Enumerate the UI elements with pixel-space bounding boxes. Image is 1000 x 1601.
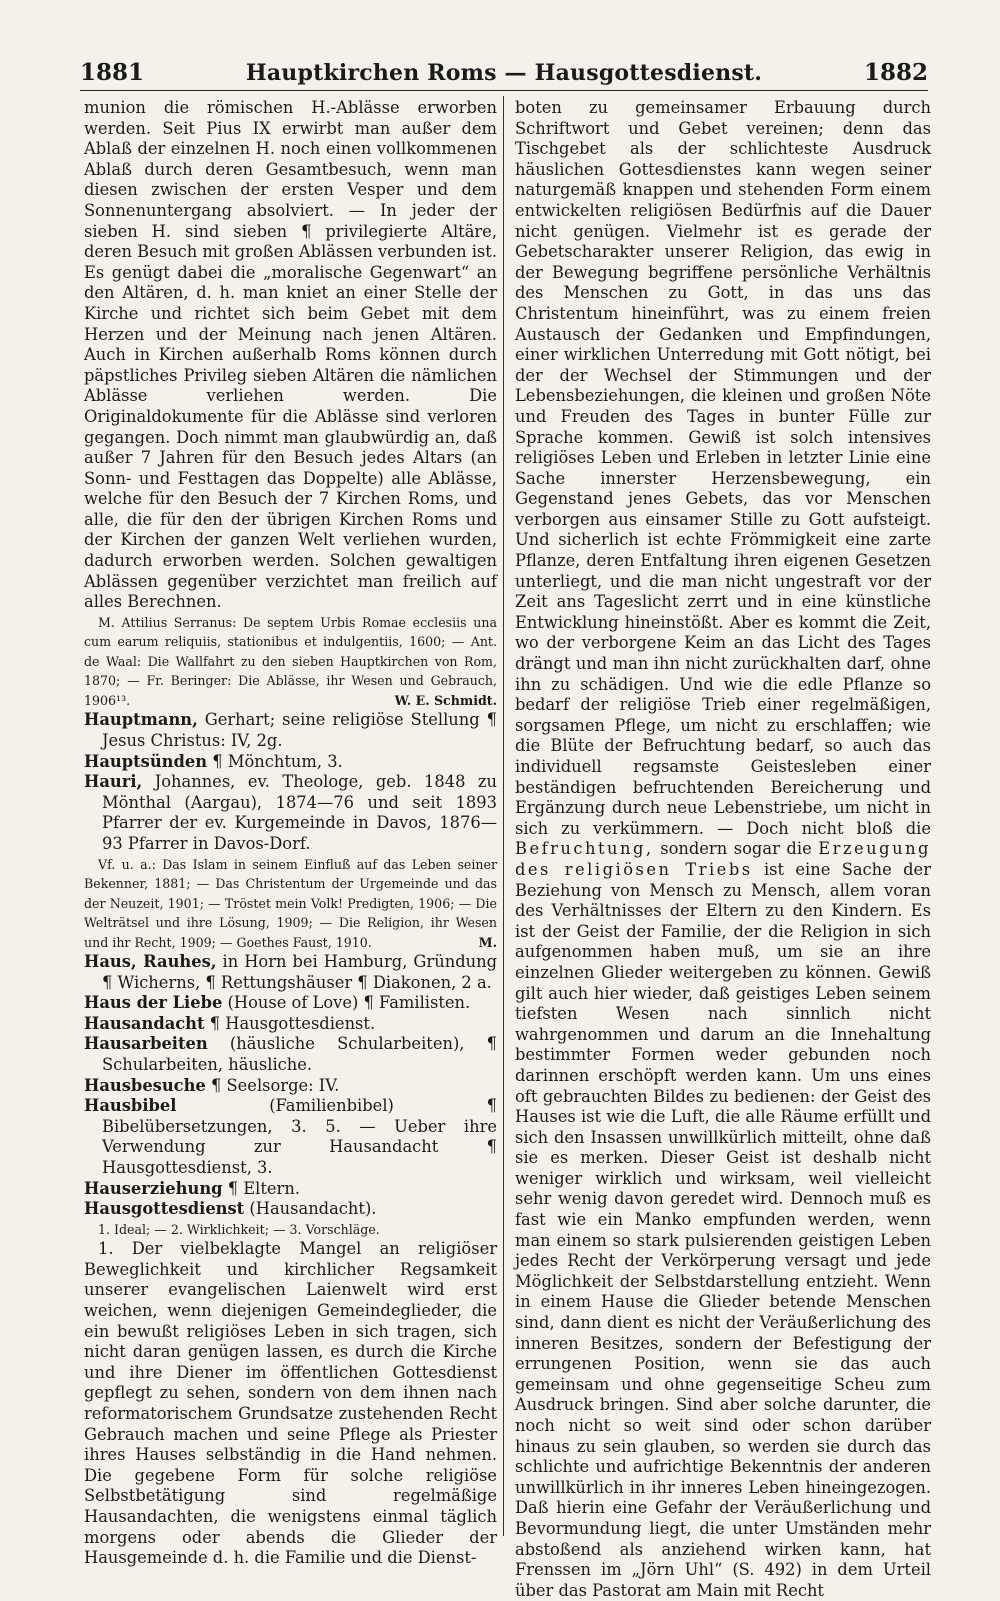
entry-body: Johannes, ev. Theologe, geb. 1848 zu Mönthal (Aargau), 1874—76 und seit 1893 Pfarrer der ev. Kurgemeinde in Davos, 1876—93 Pfarrer in Davos-Dorf. <box>102 772 497 853</box>
lexicon-entry <box>84 952 497 993</box>
author-signature: M. <box>478 934 497 950</box>
column-divider <box>503 96 504 1536</box>
lexicon-entry <box>84 1034 497 1075</box>
paragraph-text: sondern sogar die <box>660 839 812 859</box>
entry-body: ¶ Eltern. <box>227 1178 300 1198</box>
page-header <box>80 56 928 91</box>
entry-head: Hauri, <box>84 772 143 792</box>
entry-head: Hauptsünden <box>84 751 208 771</box>
entry-head: Hausbibel <box>84 1096 177 1116</box>
page-number-right: 1882 <box>863 59 928 86</box>
right-column <box>515 98 931 1600</box>
entry-body: ¶ Mönchtum, 3. <box>212 751 343 771</box>
lexicon-entry <box>84 1076 497 1097</box>
paragraph-text: boten zu gemeinsamer Erbauung durch Schriftwort und Gebet vereinen; denn das Tischgebet als der schlichteste Ausdruck häuslichen Gottesdienstes kann wegen seiner naturgemäß knappen und stehenden Form einem entwickelten religiösen Bedürfnis auf die Dauer nicht genügen. Vielmehr ist es gerade der Gebetscharakter unserer Religion, das ewig in der Bewegung begriffene persönliche Verhältnis des Menschen zu Gott, in das uns das Christentum hineinführt, was zu einem freien Austausch der Gedanken und Empfindungen, einer wirklichen Unterredung mit Gott nötigt, bei der der Wechsel der Stimmungen und der Lebensbeziehungen, die kleinen und großen Nöte und Freuden des Tages in bunter Fülle zur Sprache kommen. Gewiß ist solch intensives religiöses Leben und Erleben in letzter Linie eine Sache innerster Herzensbewegung, ein Gegenstand jenes Gebets, das vor Menschen verborgen aus einsamer Stille zu Gott aufsteigt. Und sicherlich ist echte Frömmigkeit eine zarte Pflanze, deren Entfaltung ihren eigenen Gesetzen unterliegt, und die man nicht ungestraft vor der Zeit ans Tageslicht zerrt und in eine künstliche Entwicklung hineinstößt. Aber es kommt die Zeit, wo der verborgene Keim an das Licht des Tages drängt und man ihn nicht zurückhalten darf, ohne ihn zu schädigen. Und wie die edle Pflanze so bedarf der religiöse Trieb einer regelmäßigen, sorgsamen Pflege, um nicht zu erschlaffen; wie die Blüte der Befruchtung bedarf, so auch das individuell regsamste Geistesleben einer beständigen befruchtenden Bereicherung und Ergänzung durch neue Lebenstriebe, um nicht in sich zu verkümmern. — Doch nicht bloß die <box>515 98 931 838</box>
literature-text: M. Attilius Serranus: De septem Urbis Romae ecclesiis una cum earum reliquiis, stationibus et indulgentiis, 1600; — Ant. de Waal: Die Wallfahrt zu den sieben Hauptkirchen von Rom, 1870; — Fr. Beringer: Die Ablässe, ihr Wesen und Gebrauch, 1906¹³. <box>84 614 497 708</box>
lexicon-entry <box>84 1179 497 1200</box>
paragraph: 1. Der vielbeklagte Mangel an religiöser Beweglichkeit und kirchlicher Regsamkeit unserer evangelischen Laienwelt wird erst weichen, wenn diejenigen Gemeindeglieder, die ein bewußt religiöses Leben in sich tragen, sich nicht daran genügen lassen, es durch die Kirche und ihre Diener im öffentlichen Gottesdienst gepflegt zu sehen, sondern von dem ihnen nach reformatorischem Grundsatze zustehenden Recht Gebrauch machen und seine Pflege als Priester ihres Hauses selbständig in die Hand nehmen. Die gegebene Form für solche religiöse Selbstbetätigung sind regelmäßige Hausandachten, die wenigstens einmal täglich morgens oder abends die Glieder der Hausgemeinde d. h. die Familie und die Dienst- <box>84 1239 497 1568</box>
entry-body: ¶ Hausgottesdienst. <box>209 1013 376 1033</box>
entry-head: Haus der Liebe <box>84 993 223 1013</box>
paragraph <box>515 98 931 1601</box>
lexicon-entry <box>84 710 497 751</box>
entry-body: (häusliche Schularbeiten), ¶ Schularbeiten, häusliche. <box>102 1034 497 1074</box>
lexicon-entry <box>84 772 497 854</box>
entry-body: (Hausandacht). <box>249 1199 377 1219</box>
entry-head: Hausgottesdienst <box>84 1199 245 1219</box>
spaced-emphasis: Befruchtung, <box>515 839 654 859</box>
entry-body: (House of Love) ¶ Familisten. <box>227 993 471 1013</box>
lexicon-entry <box>84 1199 497 1220</box>
literature-text: Vf. u. a.: Das Islam in seinem Einfluß auf das Leben seiner Bekenner, 1881; — Das Christentum der Urgemeinde und das der Neuzeit, 1901; — Tröstet mein Volk! Predigten, 1906; — Die Welträtsel und ihre Lösung, 1909; — Die Religion, ihr Wesen und ihr Recht, 1909; — Goethes Faust, 1910. <box>84 856 497 950</box>
lexicon-entry <box>84 1014 497 1035</box>
entry-body: (Familienbibel) ¶ Bibelübersetzungen, 3. 5. — Ueber ihre Verwendung zur Hausandacht ¶ Hausgottesdienst, 3. <box>102 1096 497 1177</box>
entry-head: Hausbesuche <box>84 1075 206 1095</box>
paragraph: munion die römischen H.-Ablässe erworben werden. Seit Pius IX erwirbt man außer dem Ablaß der einzelnen H. noch einen vollkommenen Ablaß durch deren Gesamtbesuch, wenn man diesen zwischen der ersten Vesper und dem Sonnenuntergang absolviert. — In jeder der sieben H. sind sieben ¶ privilegierte Altäre, deren Besuch mit großen Ablässen verbunden ist. Es genügt dabei die „moralische Gegenwart“ an den Altären, d. h. man kniet an einer Stelle der Kirche und richtet sich beim Gebet mit dem Herzen und der Meinung nach jenen Altären. Auch in Kirchen außerhalb Roms können durch päpstliches Privileg sieben Altären die nämlichen Ablässe verliehen werden. Die Originaldokumente für die Ablässe sind verloren gegangen. Doch nimmt man glaubwürdig an, daß außer 7 Jahren für den Besuch jedes Altars (an Sonn- und Festtagen das Doppelte) alle Ablässe, welche für den Besuch der 7 Kirchen Roms, und alle, die für den der übrigen Kirchen Roms und der Kirchen der ganzen Welt verliehen wurden, dadurch erworben werden. Solchen gewaltigen Ablässen gegenüber verzichtet man freilich auf alles Berechnen. <box>84 98 498 612</box>
entry-body: ¶ Seelsorge: IV. <box>210 1075 340 1095</box>
entry-head: Hausarbeiten <box>84 1034 208 1054</box>
section-outline: 1. Ideal; — 2. Wirklichkeit; — 3. Vorschläge. <box>98 1221 380 1237</box>
entry-body: Gerhart; seine religiöse Stellung ¶ Jesus Christus: IV, 2g. <box>102 710 498 750</box>
literature-note <box>84 613 497 711</box>
entry-head: Haus, Rauhes, <box>84 952 217 971</box>
spaced-emphasis: Erzeugung des religiösen Triebs <box>515 839 931 879</box>
entry-head: Hauserziehung <box>84 1178 223 1198</box>
lexicon-entry <box>84 1096 497 1178</box>
literature-note <box>84 855 497 953</box>
author-signature: W. E. Schmidt. <box>394 692 497 708</box>
entry-head: Hausandacht <box>84 1013 205 1033</box>
paragraph-text: ist eine Sache der Beziehung von Mensch zu Mensch, allem voran des Verhältnisses der Eltern zu den Kindern. Es ist der Geist der Familie, der die Religion in sich aufgenommen haben muß, um sie an ihre einzelnen Glieder weitergeben zu können. Gewiß gilt auch hier wieder, daß geistiges Leben seinem tiefsten Wesen nach sinnlich nicht wahrgenommen und darum an die Innehaltung bestimmter Formen weder gebunden noch darinnen erschöpft werden kann. Um uns eines oft gebrauchten Bildes zu bedienen: der Geist des Hauses ist wie die Luft, die alle Räume erfüllt und sich den Insassen unwillkürlich mitteilt, ohne daß sie es merken. Dieser Geist ist deshalb nicht weniger wirklich und wirksam, weil vielleicht sehr wenig davon geredet wird. Dennoch muß es fast wie ein Manko empfunden werden, wenn man einem so stark pulsierenden geistigen Leben jedes Recht der Verkörperung versagt und jede Möglichkeit der Selbstdarstellung entzieht. Wenn in einem Hause die Glieder betende Menschen sind, dann dient es nicht der Veräußerlichung des inneren Besitzes, sondern der Befestigung der errungenen Position, wenn sie das auch gemeinsam und ohne gegenseitige Scheu zum Ausdruck bringen. Sind aber solche darunter, die noch nicht so weit sind oder schon darüber hinaus zu sein glauben, so werden sie durch das schlichte und aufrichtige Bekenntnis der anderen unwillkürlich in ihr inneres Leben hineingezogen. Daß hierin eine Gefahr der Veräußerlichung und Bevormundung liegt, die unter Umständen mehr abstoßend als anziehend wirken kann, hat Frenssen im „Jörn Uhl“ (S. 492) in dem Urteil über das Pastorat am Main mit Recht <box>515 859 931 1600</box>
entry-body: in Horn bei Hamburg, Gründung ¶ Wicherns, ¶ Rettungshäuser ¶ Diakonen, 2 a. <box>102 952 498 992</box>
left-column <box>84 98 498 1568</box>
entry-head: Hauptmann, <box>84 710 198 730</box>
running-title: Hauptkirchen Roms — Hausgottesdienst. <box>245 60 763 86</box>
lexicon-entry <box>84 993 497 1014</box>
page-number-left: 1881 <box>80 59 145 86</box>
lexicon-entry <box>84 752 497 773</box>
